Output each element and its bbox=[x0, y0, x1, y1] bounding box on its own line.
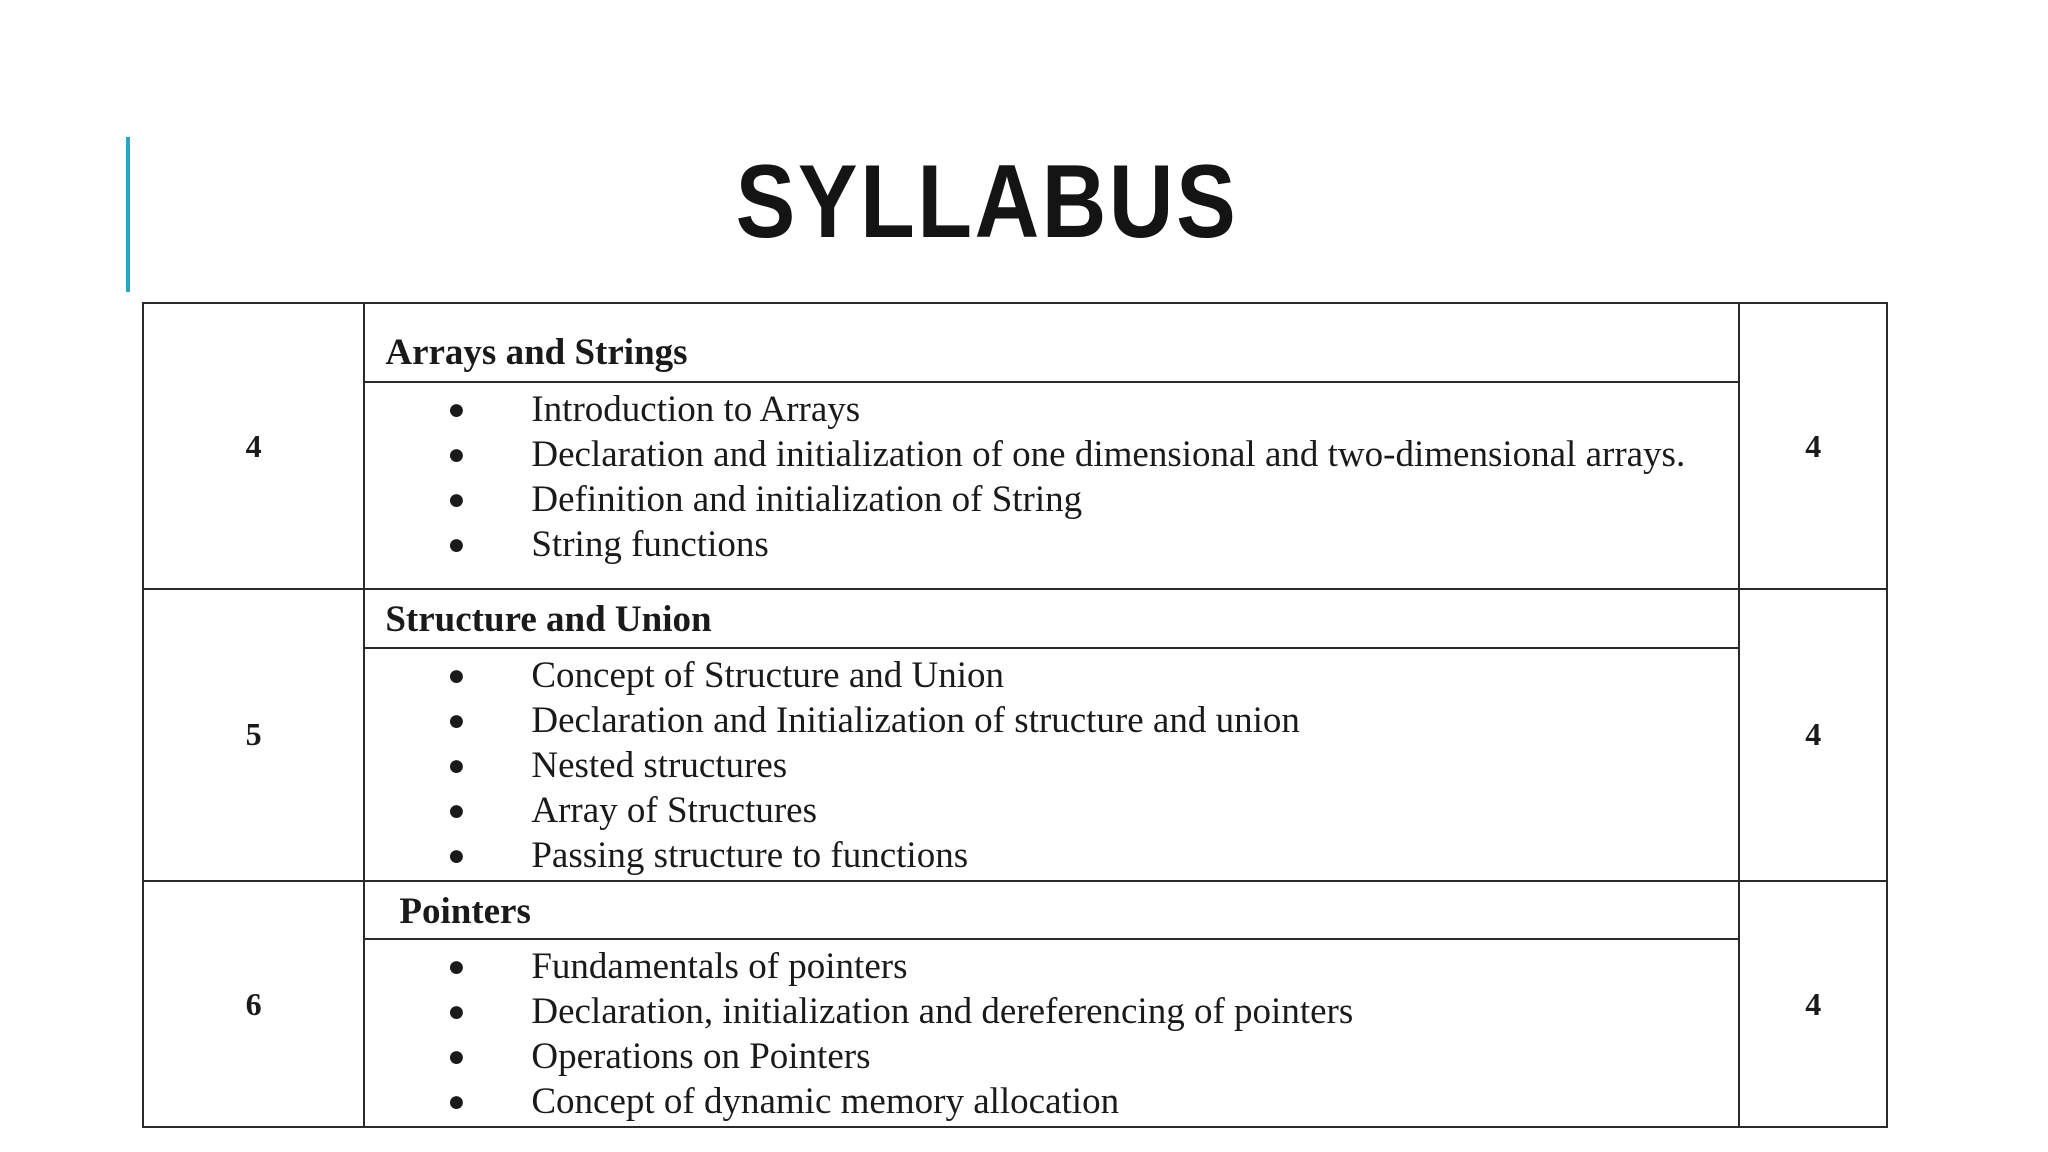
bullet-icon: ● bbox=[447, 748, 466, 782]
unit-hours: 4 bbox=[1739, 589, 1887, 881]
list-item bbox=[365, 653, 1738, 698]
list-item bbox=[365, 833, 1738, 878]
topic-heading: Pointers bbox=[365, 882, 1738, 941]
topic-heading: Arrays and Strings bbox=[365, 323, 1738, 383]
bullet-icon: ● bbox=[447, 438, 466, 471]
list-item-text: Passing structure to functions bbox=[531, 834, 969, 876]
list-item bbox=[365, 944, 1738, 989]
list-item bbox=[365, 989, 1738, 1034]
bullet-icon: ● bbox=[447, 1085, 466, 1119]
accent-bar bbox=[126, 137, 130, 292]
list-item-text: Fundamentals of pointers bbox=[531, 946, 908, 988]
list-item bbox=[365, 477, 1738, 522]
page-title: SYLLABUS bbox=[735, 144, 1239, 260]
list-item-text: Declaration and initialization of one dimensional and two-dimensional arrays. bbox=[531, 434, 1686, 475]
bullet-icon: ● bbox=[447, 528, 466, 561]
bullet-icon: ● bbox=[447, 393, 466, 426]
bullet-icon: ● bbox=[447, 950, 466, 984]
bullet-icon: ● bbox=[447, 483, 466, 516]
topic-list bbox=[365, 383, 1738, 569]
list-item bbox=[365, 698, 1738, 743]
list-item-text: String functions bbox=[531, 524, 769, 565]
list-item-text: Declaration and Initialization of structure and union bbox=[531, 699, 1300, 741]
list-item bbox=[365, 743, 1738, 788]
topic-cell bbox=[364, 881, 1739, 1128]
unit-hours: 4 bbox=[1739, 881, 1887, 1128]
bullet-icon: ● bbox=[447, 995, 466, 1029]
list-item bbox=[365, 1079, 1738, 1124]
table-row-unit-4 bbox=[143, 303, 1887, 589]
bullet-icon: ● bbox=[447, 793, 466, 827]
unit-hours: 4 bbox=[1739, 303, 1887, 589]
list-item bbox=[365, 387, 1738, 432]
list-item bbox=[365, 522, 1738, 567]
list-item-text: Operations on Pointers bbox=[531, 1036, 871, 1078]
list-item bbox=[365, 1034, 1738, 1079]
list-item-text: Declaration, initialization and dereferencing of pointers bbox=[531, 991, 1354, 1033]
topic-cell bbox=[364, 589, 1739, 881]
syllabus-table bbox=[142, 302, 1888, 1128]
bullet-icon: ● bbox=[447, 703, 466, 737]
unit-number: 4 bbox=[143, 303, 364, 589]
table-row-unit-5 bbox=[143, 589, 1887, 881]
table-row-unit-6 bbox=[143, 881, 1887, 1128]
bullet-icon: ● bbox=[447, 1040, 466, 1074]
topic-heading: Structure and Union bbox=[365, 590, 1738, 649]
bullet-icon: ● bbox=[447, 838, 466, 872]
list-item-text: Concept of Structure and Union bbox=[531, 654, 1005, 696]
list-item bbox=[365, 432, 1738, 477]
list-item-text: Array of Structures bbox=[531, 789, 817, 831]
unit-number: 5 bbox=[143, 589, 364, 881]
list-item-text: Definition and initialization of String bbox=[531, 479, 1083, 520]
list-item-text: Introduction to Arrays bbox=[531, 389, 861, 430]
bullet-icon: ● bbox=[447, 658, 466, 692]
topic-cell bbox=[364, 303, 1739, 589]
list-item-text: Nested structures bbox=[531, 744, 788, 786]
list-item-text: Concept of dynamic memory allocation bbox=[531, 1081, 1120, 1123]
topic-list bbox=[365, 940, 1738, 1126]
topic-list bbox=[365, 649, 1738, 880]
unit-number: 6 bbox=[143, 881, 364, 1128]
list-item bbox=[365, 788, 1738, 833]
